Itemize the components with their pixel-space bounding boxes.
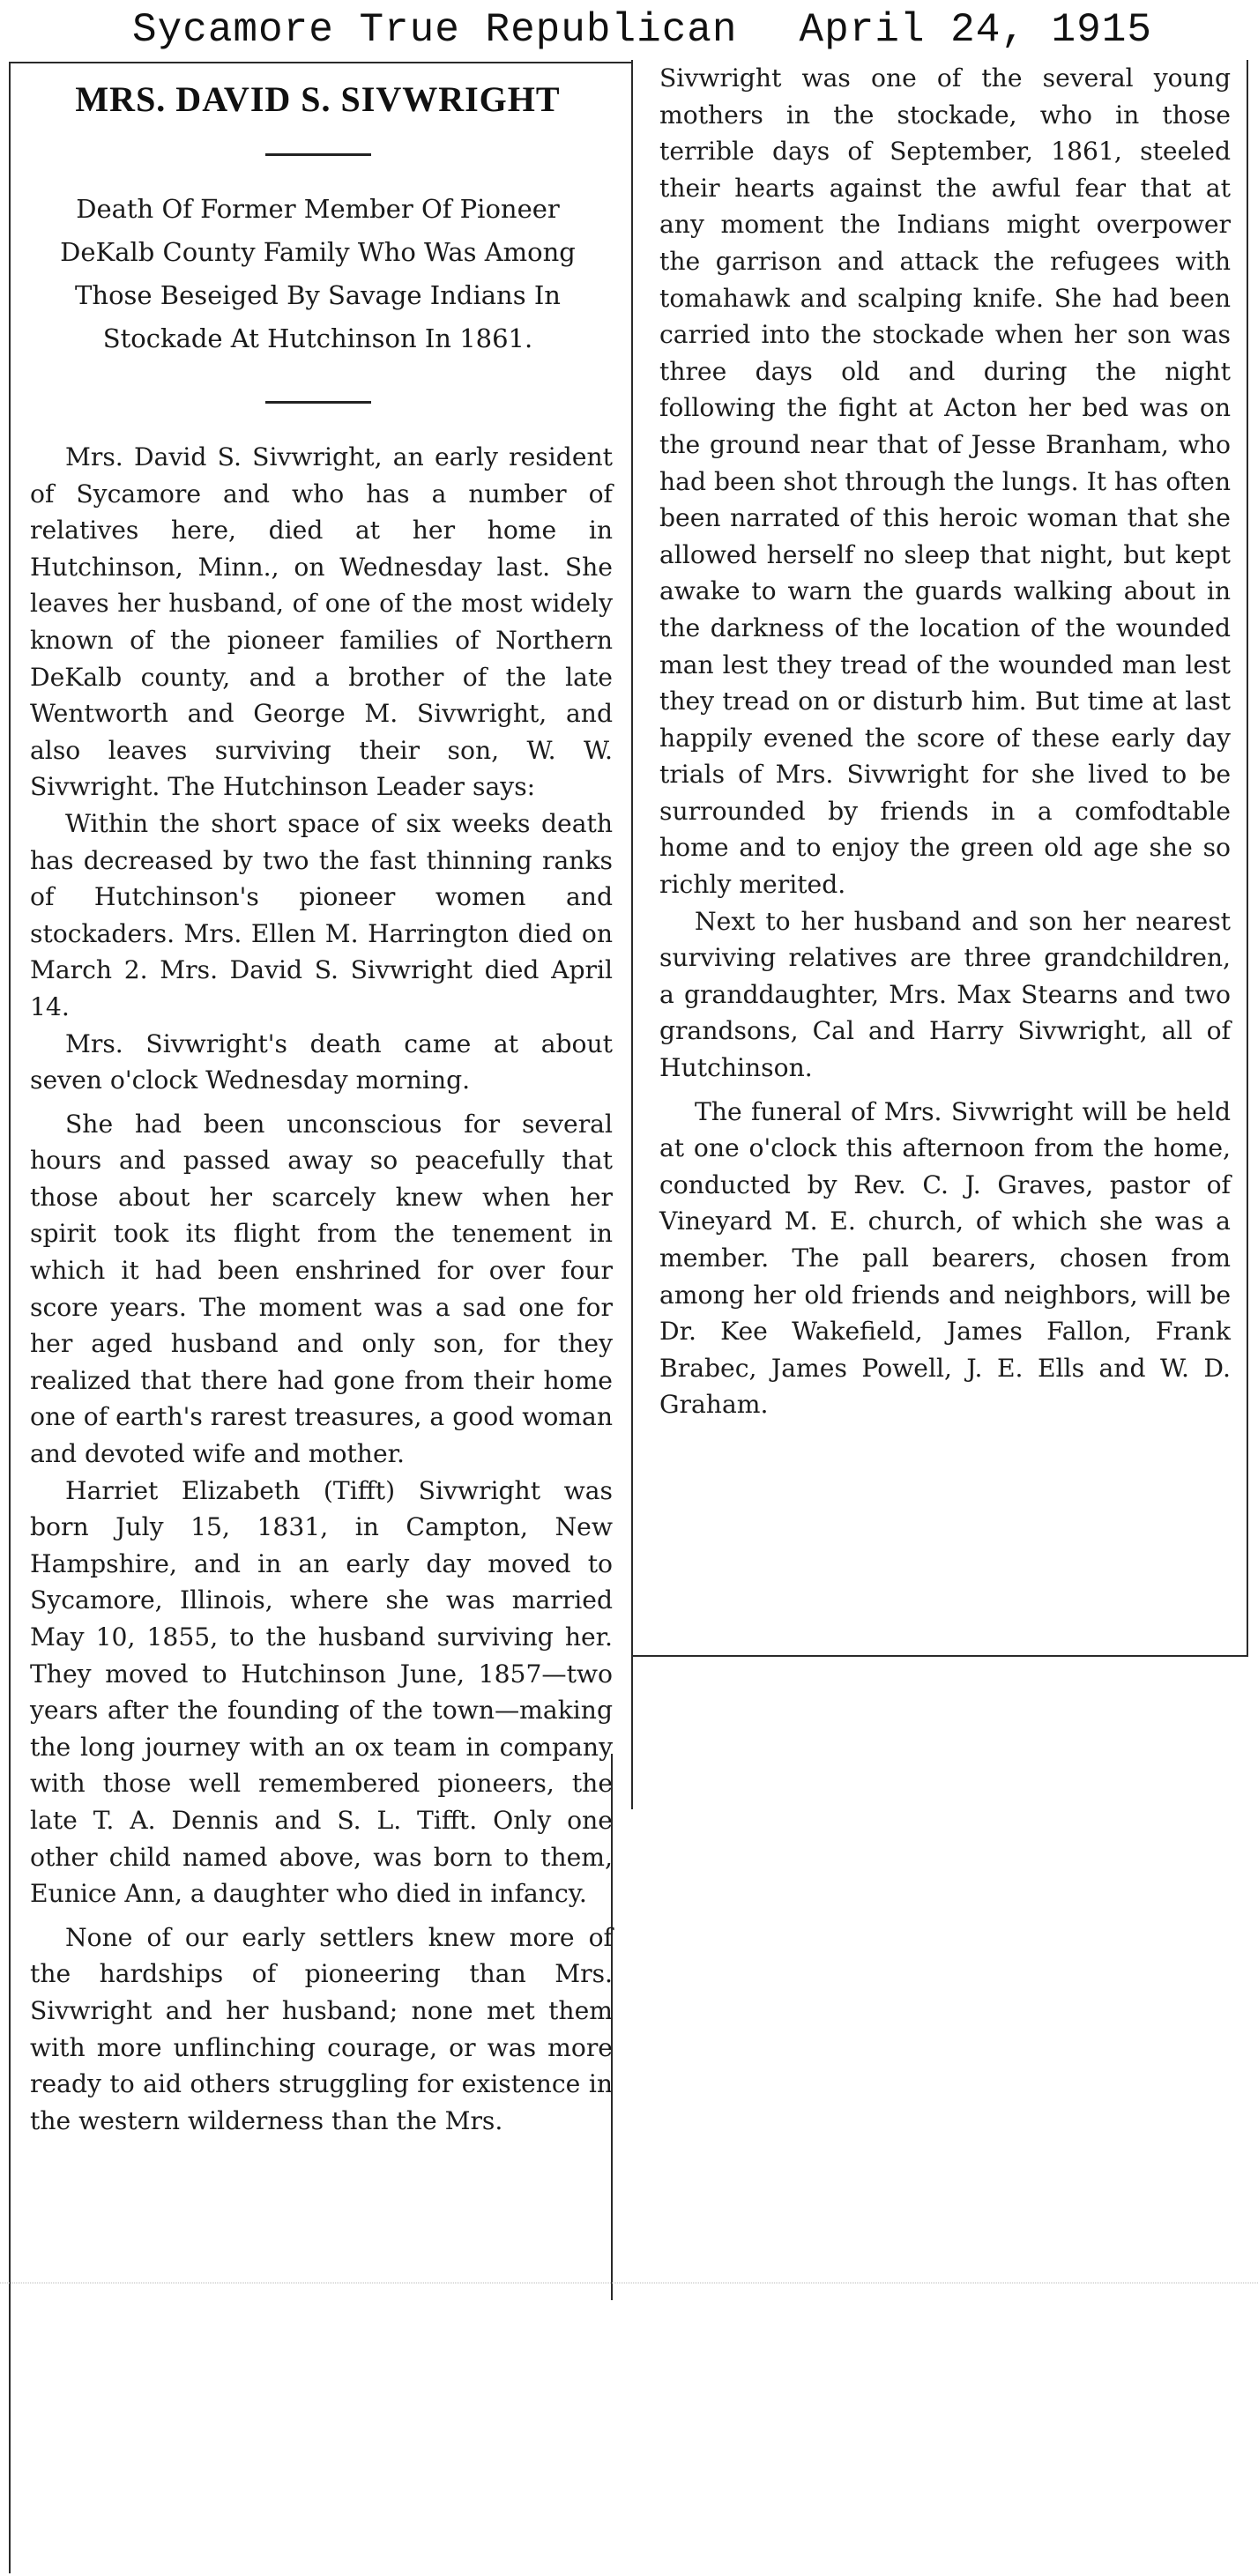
paragraph: Within the short space of six weeks death has decreased by two the fast thinning ranks of Hutchinson's pioneer women and stockaders. Mrs. Ellen M. Harrington died on March 2. Mrs. David S. Sivwright died April 14.: [30, 808, 613, 1021]
paragraph: Harriet Elizabeth (Tifft) Sivwright was born July 15, 1831, in Campton, New Hampshire, and in an early day moved to Sycamore, Illinois, where she was married May 10, 1855, to the husband surviving her. They moved to Hutchinson June, 1857—two years after the founding of the town—making the long journey with an ox team in company with those well remembered pioneers, the late T. A. Dennis and S. L. Tifft. Only one other child named above, was born to them, Eunice Ann, a daughter who died in infancy.: [30, 1475, 613, 1909]
newspaper-header: [132, 7, 1152, 53]
headline-top-border: [9, 62, 633, 63]
paragraph: She had been unconscious for several hours and passed away so peacefully that those about her scarcely knew when her spirit took its flight from the tenement in which it had been enshrined for over four score years. The moment was a sad one for her aged husband and only son, for they realized that there had gone from their home one of earth's rarest treasures, a good woman and devoted wife and mother.: [30, 1109, 613, 1469]
left-column: [12, 66, 623, 2139]
paragraph: None of our early settlers knew more of the hardships of pioneering than Mrs. Sivwright and her husband; none met them with more unflinching courage, or was more ready to aid others struggling for existence in the western wilderness than the Mrs.: [30, 1922, 613, 2135]
right-column: [644, 60, 1243, 1423]
article-headline: MRS. DAVID S. SIVWRIGHT: [75, 79, 561, 119]
paragraph: Next to her husband and son her nearest surviving relatives are three grandchildren, a granddaughter, Mrs. Max Stearns and two grandsons, Cal and Harry Sivwright, all of Hutchinson.: [659, 906, 1231, 1083]
right-column-bottom-border: [631, 1655, 1248, 1657]
issue-date: April 24, 1915: [799, 7, 1152, 53]
paragraph: Sivwright was one of the several young mothers in the stockade, who in those terrible days of September, 1861, steeled their hearts against the awful fear that at any moment the Indians might overpower the garrison and attack the refugees with tomahawk and scalping knife. She had been carried into the stockade when her son was three days old and during the night following the fight at Acton her bed was on the ground near that of Jesse Branham, who had been shot through the lungs. It has often been narrated of this heroic woman that she allowed herself no sleep that night, but kept awake to warn the guards walking about in the darkness of the location of the wounded man lest they tread of the wounded man lest they tread on or disturb him. But time at last happily evened the score of these early day trials of Mrs. Sivwright for she lived to be surrounded by friends in a comfodtable home and to enjoy the green old age she so richly merited.: [659, 63, 1231, 900]
paragraph: Mrs. David S. Sivwright, an early resident of Sycamore and who has a number of relatives here, died at her home in Hutchinson, Minn., on Wednesday last. She leaves her husband, of one of the most widely known of the pioneer families of Northern DeKalb county, and a brother of the late Wentworth and George M. Sivwright, and also leaves surviving their son, W. W. Sivwright. The Hutchinson Leader says:: [30, 442, 613, 802]
column-divider: [631, 60, 633, 1809]
deck-separator: [265, 401, 371, 404]
paragraph: The funeral of Mrs. Sivwright will be held at one o'clock this afternoon from the home, conducted by Rev. C. J. Graves, pastor of Vineyard M. E. church, of which she was a member. The pall bearers, chosen from among her old friends and neighbors, will be Dr. Kee Wakefield, James Fallon, Frank Brabec, James Powell, J. E. Ells and W. D. Graham.: [659, 1096, 1231, 1420]
left-column-border: [9, 62, 11, 2573]
paragraph: Mrs. Sivwright's death came at about seven o'clock Wednesday morning.: [30, 1028, 613, 1095]
headline-separator: [265, 153, 371, 156]
newspaper-name: Sycamore True Republican: [132, 7, 738, 53]
article-deck: Death Of Former Member Of Pioneer DeKalb County Family Who Was Among Those Beseiged By Savage Indians In Stockade At Hutchinson In 1861.: [60, 194, 576, 353]
right-column-border: [1247, 60, 1248, 1655]
